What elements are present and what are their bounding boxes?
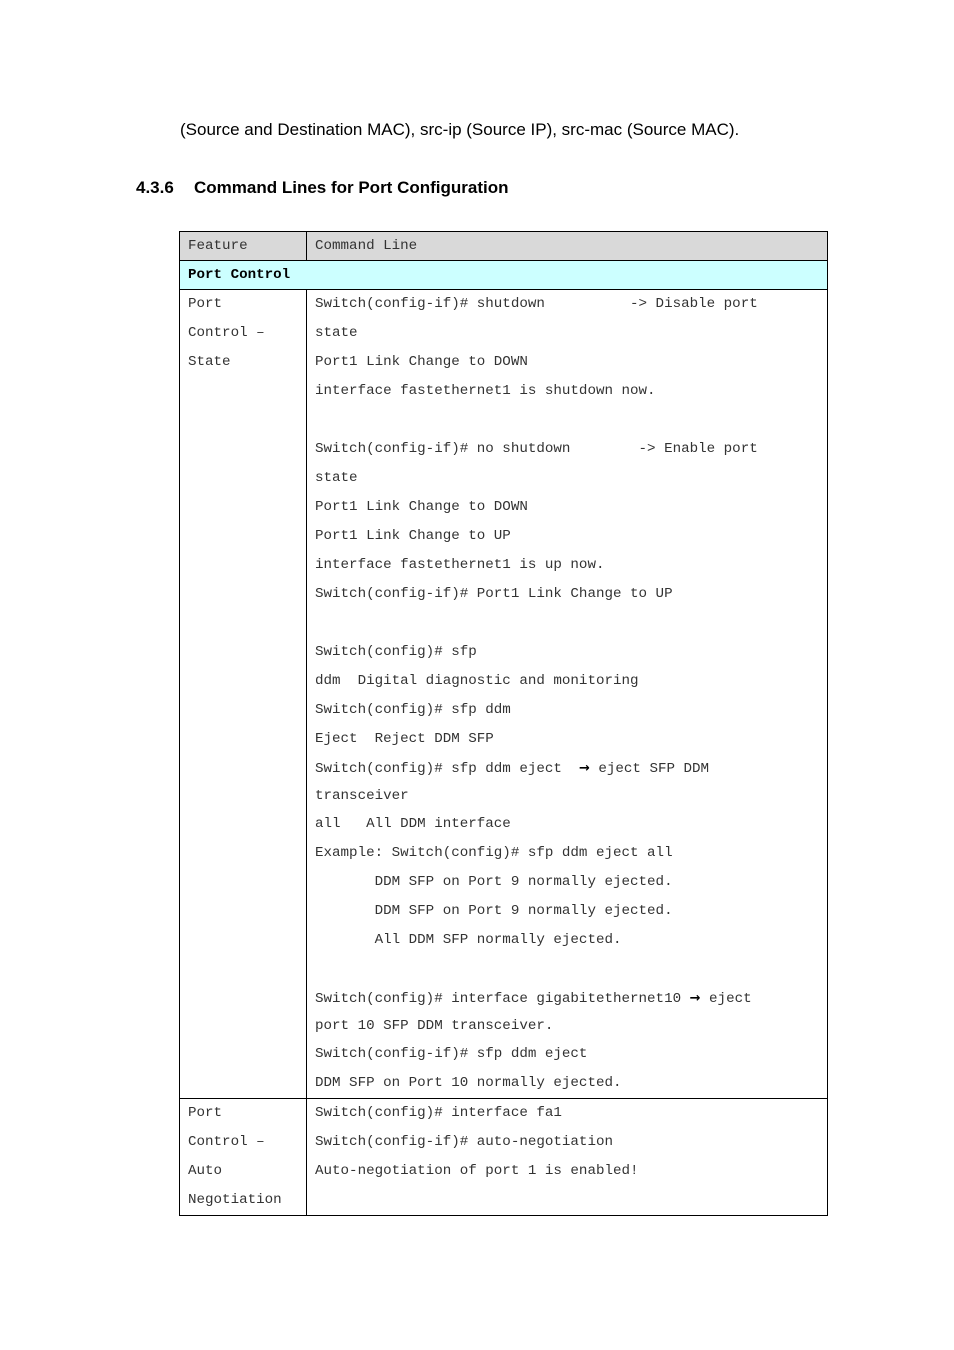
command-text: eject <box>700 991 752 1007</box>
intro-paragraph: (Source and Destination MAC), src-ip (Source IP), src-mac (Source MAC). <box>180 120 740 139</box>
command-line: Switch(config-if)# shutdown -> Disable port <box>315 296 758 312</box>
feature-line: Control – <box>188 325 265 341</box>
command-line: Switch(config)# interface fa1 <box>315 1105 562 1121</box>
command-line: state <box>315 470 358 486</box>
command-line: Switch(config-if)# Port1 Link Change to UP <box>315 586 673 602</box>
feature-line: Port <box>188 1105 223 1121</box>
feature-line: Control – <box>188 1134 265 1150</box>
feature-cell-state <box>180 290 307 1099</box>
command-line: DDM SFP on Port 10 normally ejected. <box>315 1075 622 1091</box>
section-title: Command Lines for Port Configuration <box>194 178 509 197</box>
command-line: Auto-negotiation of port 1 is enabled! <box>315 1163 639 1179</box>
section-number: 4.3.6 <box>136 178 174 197</box>
command-line: interface fastethernet1 is up now. <box>315 557 605 573</box>
command-line: Switch(config-if)# no shutdown -> Enable port <box>315 441 758 457</box>
blank-line <box>315 609 819 638</box>
command-line: Port1 Link Change to DOWN <box>315 354 528 370</box>
command-line: Port1 Link Change to UP <box>315 528 511 544</box>
command-line: ddm Digital diagnostic and monitoring <box>315 673 639 689</box>
command-line: Eject Reject DDM SFP <box>315 731 494 747</box>
command-line: Example: Switch(config)# sfp ddm eject all <box>315 845 673 861</box>
command-line: interface fastethernet1 is shutdown now. <box>315 383 656 399</box>
section-row-label: Port Control <box>180 261 828 290</box>
command-line: port 10 SFP DDM transceiver. <box>315 1018 554 1034</box>
feature-line: Auto <box>188 1163 223 1179</box>
command-cell-auto-negotiation <box>307 1099 828 1216</box>
feature-line: State <box>188 354 231 370</box>
feature-line: Negotiation <box>188 1192 282 1208</box>
command-text: Switch(config)# sfp ddm eject <box>315 761 579 777</box>
feature-line: Port <box>188 296 223 312</box>
command-line: All DDM SFP normally ejected. <box>315 932 622 948</box>
command-line: DDM SFP on Port 9 normally ejected. <box>315 903 673 919</box>
command-line-gig-eject <box>315 984 819 1013</box>
command-line-eject <box>315 754 819 783</box>
section-row-port-control <box>180 261 828 290</box>
table-header-row <box>180 232 828 261</box>
command-line: DDM SFP on Port 9 normally ejected. <box>315 874 673 890</box>
header-feature: Feature <box>180 232 307 261</box>
section-heading <box>136 176 509 200</box>
command-cell-state <box>307 290 828 1099</box>
command-line: Switch(config)# sfp ddm <box>315 702 511 718</box>
command-line: state <box>315 325 358 341</box>
table-row-port-control-state <box>180 290 828 1099</box>
command-line: Switch(config-if)# auto-negotiation <box>315 1134 613 1150</box>
command-line: Switch(config)# sfp <box>315 644 477 660</box>
command-table <box>179 231 828 1216</box>
feature-cell-auto-negotiation <box>180 1099 307 1216</box>
command-line: transceiver <box>315 788 409 804</box>
command-text: eject SFP DDM <box>589 761 710 777</box>
command-text: Switch(config)# interface gigabitethernet10 <box>315 991 690 1007</box>
command-line: all All DDM interface <box>315 816 511 832</box>
arrow-right-icon: → <box>689 991 701 1006</box>
table-row-port-control-auto-negotiation <box>180 1099 828 1216</box>
blank-line <box>315 955 819 984</box>
arrow-right-icon: → <box>578 761 590 776</box>
header-command-line: Command Line <box>307 232 828 261</box>
command-line: Port1 Link Change to DOWN <box>315 499 528 515</box>
blank-line <box>315 406 819 435</box>
command-line: Switch(config-if)# sfp ddm eject <box>315 1046 588 1062</box>
